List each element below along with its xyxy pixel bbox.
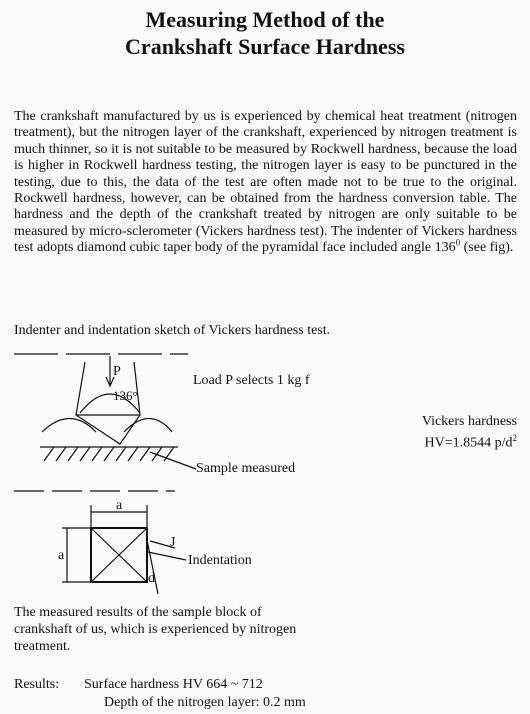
- results-row-1: [14, 676, 306, 694]
- side-label-top: a: [116, 498, 123, 513]
- angle-label: 136°: [113, 388, 138, 403]
- depth-label: J: [170, 535, 176, 550]
- sample-leader: [150, 452, 196, 469]
- vickers-formula: [395, 414, 517, 452]
- surface-hardness: Surface hardness HV 664 ~ 712: [84, 677, 263, 692]
- intro-text: The crankshaft manufactured by us is experienced by chemical heat treatment (nitrogen treatment), but the nitrogen layer of the crankshaft, experienced by nitrogen treatment is much thinner, so it is not suitable to be measured by Rockwell hardness, because the load is higher in Rockwell hardness testing, the nitrogen layer is easy to be punctured in the testing, due to this, the data of the test are often made not to be true to the original. Rockwell hardness, however, can be obtained from the hardness conversion table. The hardness and the depth of the crankshaft treated by nitrogen are only suitable to be measured by micro-sclerometer (Vickers hardness test). The indenter of Vickers hardness test adopts diamond cubic taper body of the pyramidal face included angle 136: [14, 109, 517, 256]
- side-label-left: a: [58, 548, 65, 563]
- load-label: Load P selects 1 kg f: [193, 373, 310, 388]
- formula-exponent: 2: [512, 433, 517, 443]
- results-intro: The measured results of the sample block of crankshaft of us, which is experienced by nitrogen treatment.: [14, 605, 297, 654]
- indentation-leader: [148, 552, 186, 560]
- results-label: Results:: [14, 677, 60, 692]
- title-line-1: Measuring Method of the: [145, 7, 385, 32]
- intro-text-end: (see fig).: [460, 240, 514, 256]
- diagonal-label: d: [148, 571, 155, 586]
- formula-expression: HV=1.8544 p/d: [424, 435, 513, 451]
- results-depth: Depth of the nitrogen layer: 0.2 mm: [104, 695, 306, 710]
- contact-arc-left: [42, 419, 96, 433]
- formula-name: Vickers hardness: [421, 414, 517, 429]
- sketch-caption: Indenter and indentation sketch of Vickers hardness test.: [14, 323, 331, 338]
- title-line-2: Crankshaft Surface Hardness: [125, 34, 405, 59]
- contact-arc-right: [124, 419, 172, 433]
- results-block: [14, 676, 306, 712]
- sample-label: Sample measured: [196, 461, 296, 476]
- degree-superscript: 0: [455, 237, 461, 248]
- load-symbol-label: P: [113, 364, 121, 379]
- indentation-label: Indentation: [188, 553, 252, 568]
- formula-expression-line: [395, 430, 517, 452]
